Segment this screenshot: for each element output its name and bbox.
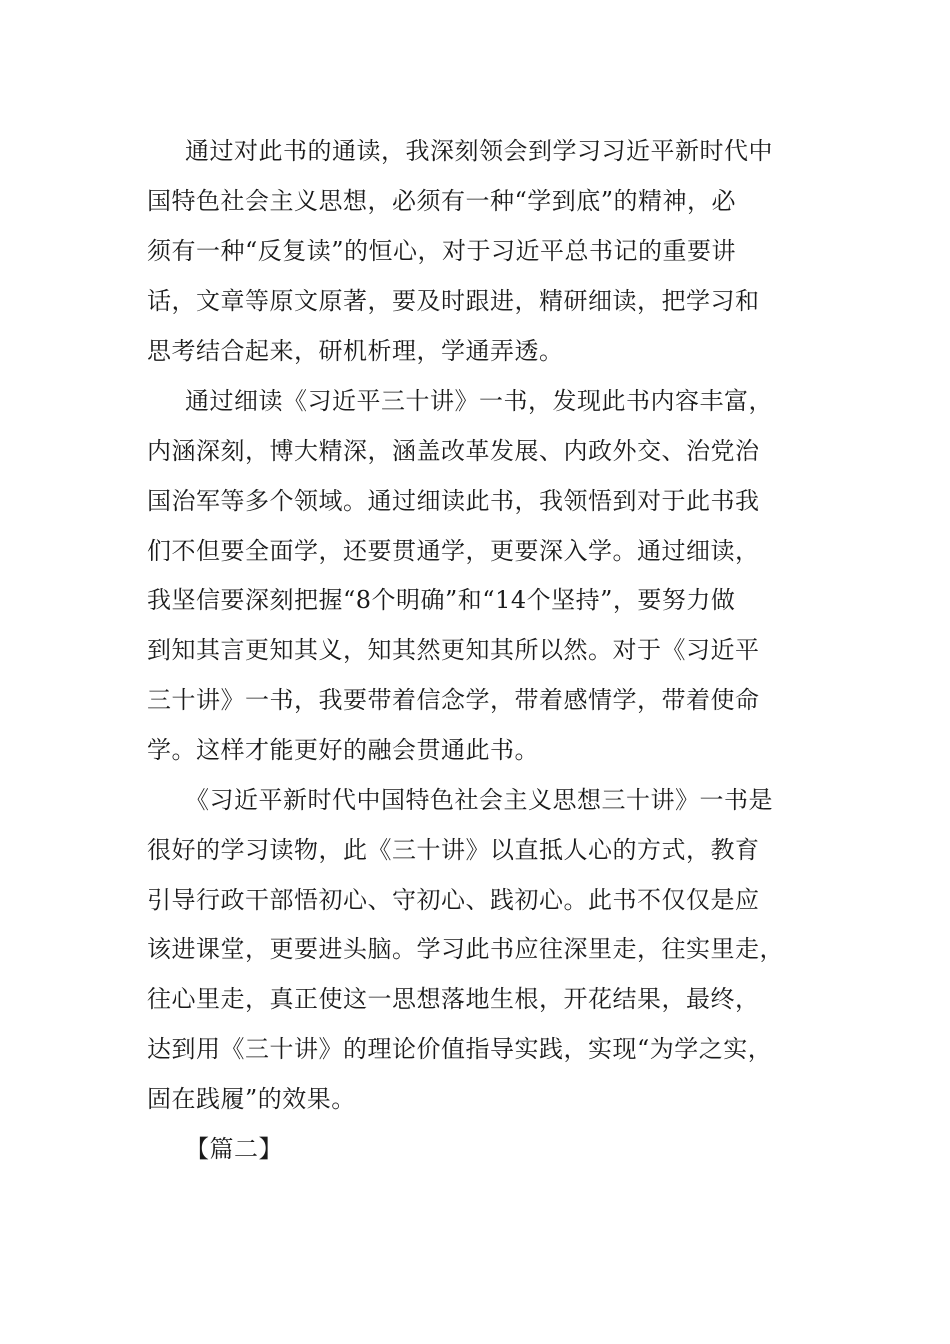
paragraph-2-line-5: 我坚信要深刻把握“8个明确”和“14个坚持”，要努力做 — [147, 586, 736, 614]
paragraph-1-line-1: 通过对此书的通读，我深刻领会到学习习近平新时代中 — [185, 137, 773, 165]
paragraph-1-line-2: 国特色社会主义思想，必须有一种“学到底”的精神，必 — [147, 187, 737, 215]
paragraph-2-line-3: 国治军等多个领域。通过细读此书，我领悟到对于此书我 — [147, 487, 760, 515]
section-heading: 【篇二】 — [185, 1135, 283, 1163]
paragraph-3-line-5: 往心里走，真正使这一思想落地生根，开花结果，最终， — [147, 985, 760, 1013]
paragraph-1-line-4: 话，文章等原文原著，要及时跟进，精研细读，把学习和 — [147, 287, 760, 315]
paragraph-2-line-8: 学。这样才能更好的融会贯通此书。 — [147, 736, 539, 764]
paragraph-3-line-2: 很好的学习读物，此《三十讲》以直抵人心的方式，教育 — [147, 836, 760, 864]
paragraph-2-line-4: 们不但要全面学，还要贯通学，更要深入学。通过细读， — [147, 537, 760, 565]
paragraph-3-line-6: 达到用《三十讲》的理论价值指导实践，实现“为学之实， — [147, 1035, 773, 1063]
paragraph-3-line-3: 引导行政干部悟初心、守初心、践初心。此书不仅仅是应 — [147, 886, 760, 914]
paragraph-2-line-6: 到知其言更知其义，知其然更知其所以然。对于《习近平 — [147, 636, 760, 664]
paragraph-3-line-4: 该进课堂，更要进头脑。学习此书应往深里走，往实里走， — [147, 935, 784, 963]
paragraph-1-line-5: 思考结合起来，研机析理，学通弄透。 — [147, 337, 564, 365]
paragraph-1-line-3: 须有一种“反复读”的恒心，对于习近平总书记的重要讲 — [147, 237, 737, 265]
paragraph-2-line-7: 三十讲》一书，我要带着信念学，带着感情学，带着使命 — [147, 686, 760, 714]
paragraph-3-line-7: 固在践履”的效果。 — [147, 1085, 356, 1113]
paragraph-2-line-2: 内涵深刻，博大精深，涵盖改革发展、内政外交、治党治 — [147, 437, 760, 465]
paragraph-2-line-1: 通过细读《习近平三十讲》一书，发现此书内容丰富， — [185, 387, 773, 415]
paragraph-3-line-1: 《习近平新时代中国特色社会主义思想三十讲》一书是 — [185, 786, 773, 814]
